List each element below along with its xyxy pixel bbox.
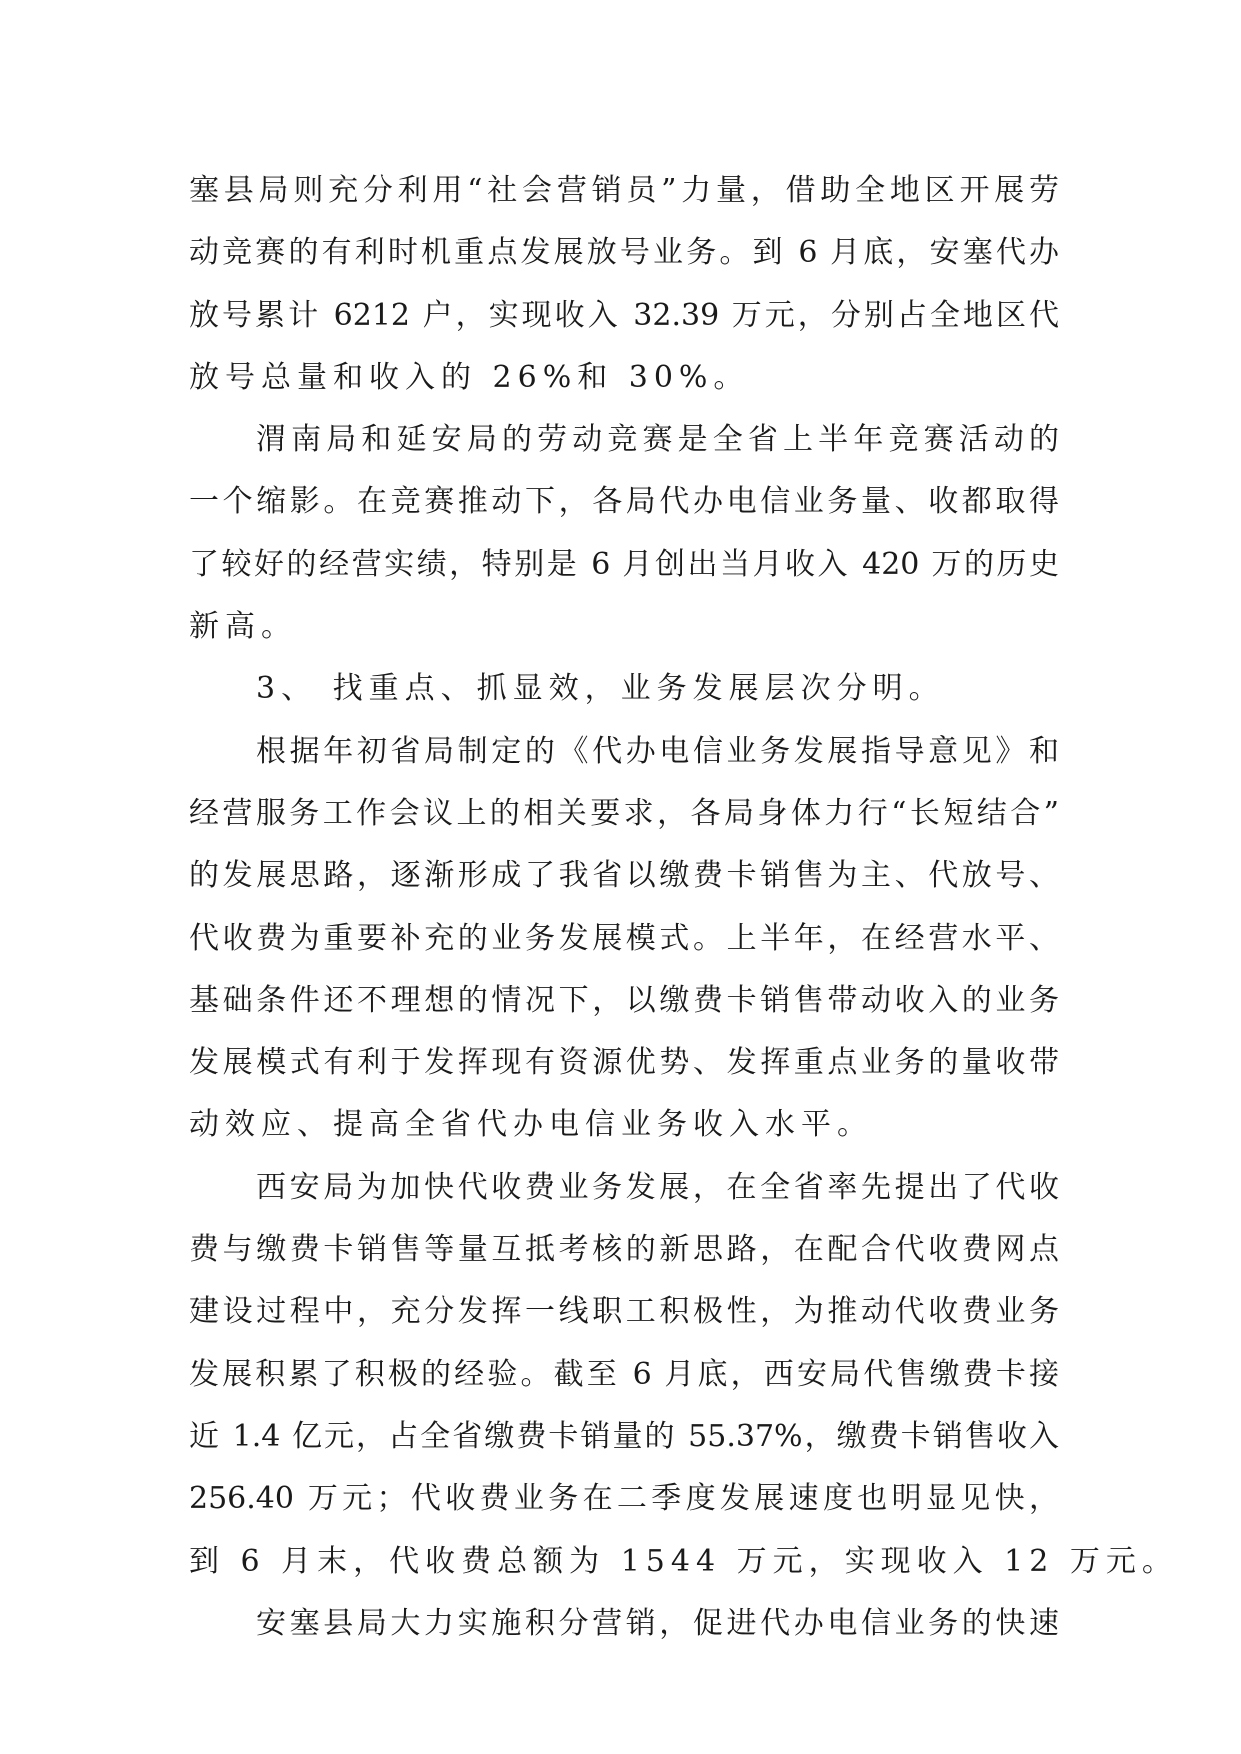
text-line: 发展模式有利于发挥现有资源优势、发挥重点业务的量收带 xyxy=(189,1045,1059,1081)
text-line: 代收费为重要补充的业务发展模式。上半年，在经营水平、 xyxy=(189,920,1059,956)
text-line: 的发展思路，逐渐形成了我省以缴费卡销售为主、代放号、 xyxy=(189,858,1059,894)
text-line: 近 1.4 亿元，占全省缴费卡销量的 55.37%，缴费卡销售收入 xyxy=(189,1418,1059,1454)
document-body xyxy=(189,160,1178,1655)
text-line: 费与缴费卡销售等量互抵考核的新思路，在配合代收费网点 xyxy=(189,1232,1059,1268)
text-line: 安塞县局大力实施积分营销，促进代办电信业务的快速 xyxy=(256,1605,1059,1641)
text-line: 动效应、提高全省代办电信业务收入水平。 xyxy=(189,1107,873,1143)
text-line: 基础条件还不理想的情况下，以缴费卡销售带动收入的业务 xyxy=(189,982,1059,1018)
text-line: 发展积累了积极的经验。截至 6 月底，西安局代售缴费卡接 xyxy=(189,1356,1059,1392)
text-line: 建设过程中，充分发挥一线职工积极性，为推动代收费业务 xyxy=(189,1294,1059,1330)
text-line: 经营服务工作会议上的相关要求，各局身体力行“长短结合” xyxy=(189,795,1059,831)
text-line: 到 6 月末，代收费总额为 1544 万元，实现收入 12 万元。 xyxy=(189,1543,1178,1579)
text-line: 放号累计 6212 户，实现收入 32.39 万元，分别占全地区代 xyxy=(189,297,1059,333)
text-line: 3、 找重点、抓显效，业务发展层次分明。 xyxy=(256,671,945,707)
text-line: 渭南局和延安局的劳动竞赛是全省上半年竞赛活动的 xyxy=(256,422,1059,458)
text-line: 动竞赛的有利时机重点发展放号业务。到 6 月底，安塞代办 xyxy=(189,235,1059,271)
text-line: 放号总量和收入的 26%和 30%。 xyxy=(189,359,750,395)
text-line: 一个缩影。在竞赛推动下，各局代办电信业务量、收都取得 xyxy=(189,484,1059,520)
text-line: 根据年初省局制定的《代办电信业务发展指导意见》和 xyxy=(256,733,1059,769)
text-line: 新高。 xyxy=(189,609,297,645)
text-line: 256.40 万元；代收费业务在二季度发展速度也明显见快， xyxy=(189,1481,1059,1517)
text-line: 西安局为加快代收费业务发展，在全省率先提出了代收 xyxy=(256,1169,1059,1205)
text-line: 了较好的经营实绩，特别是 6 月创出当月收入 420 万的历史 xyxy=(189,546,1059,582)
text-line: 塞县局则充分利用“社会营销员”力量，借助全地区开展劳 xyxy=(189,173,1059,208)
